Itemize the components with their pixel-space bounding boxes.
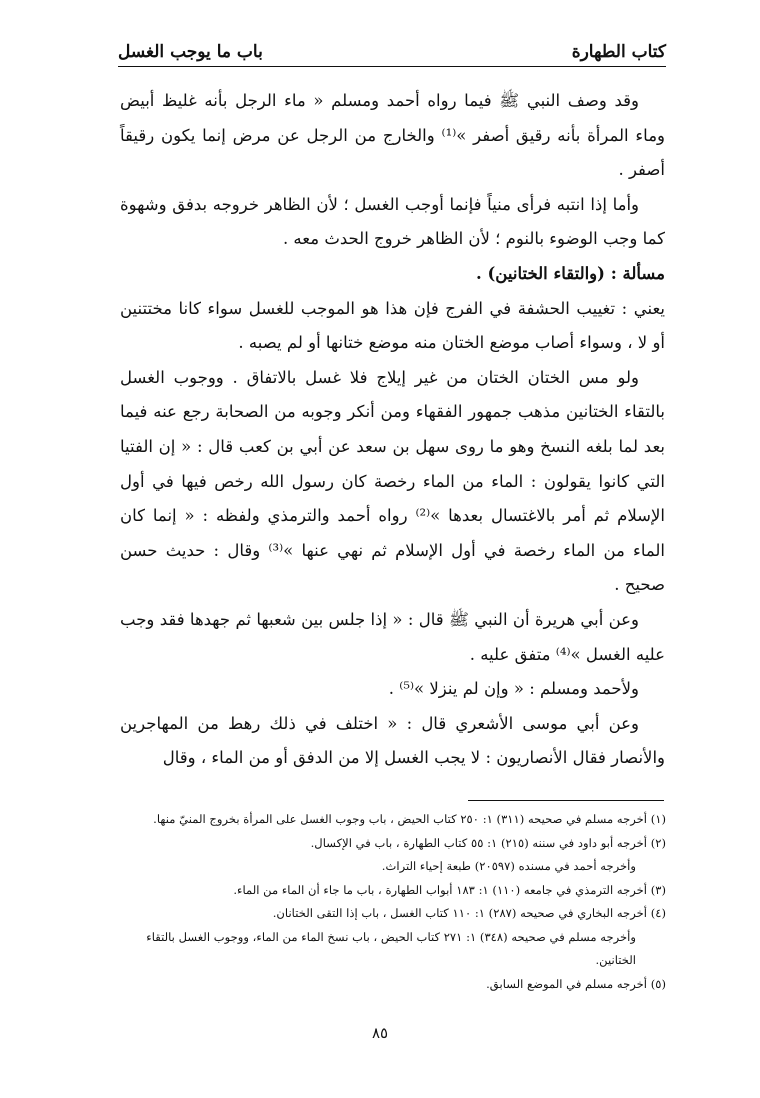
- main-text: [120, 84, 665, 776]
- footnote-5: (٥) أخرجه مسلم في الموضع السابق.: [486, 976, 666, 991]
- footnote-4-continued: وأخرجه مسلم في صحيحه (٣٤٨) ١: ٢٧١ كتاب الحيض ، باب نسخ الماء من الماء، ووجوب الغسل بالتقاء الختانين.: [146, 929, 636, 967]
- footnote-1: (١) أخرجه مسلم في صحيحه (٣١١) ١: ٢٥٠ كتاب الحيض ، باب وجوب الغسل على المرأة بخروج المنيّ منها.: [153, 812, 666, 826]
- issue-heading: مسألة : (والتقاء الختانين) .: [476, 263, 665, 283]
- footnote-rule: [468, 800, 664, 801]
- paragraph-8: وعن أبي موسى الأشعري قال : « اختلف في ذلك رهط من المهاجرين والأنصار فقال الأنصاريون : لا يجب الغسل إلا من الدفق أو من الماء ، وقال: [120, 713, 665, 768]
- paragraph-4: يعني : تغييب الحشفة في الفرج فإن هذا هو الموجب للغسل سواء كانا مختتنين أو لا ، وسواء أصاب موضع الختان منه موضع ختانها أو لم يصبه .: [120, 298, 665, 353]
- page-number: ٨٥: [371, 1024, 389, 1042]
- paragraph-5: ولو مس الختان الختان من غير إيلاج فلا غسل بالاتفاق . ووجوب الغسل بالتقاء الختانين مذهب جمهور الفقهاء ومن أنكر وجوبه من الصحابة رجع عنه فيما بعد لما بلغه النسخ وهو ما روى سهل بن سعد عن أبي بن كعب قال : « إن الفتيا التي كانوا يقولون : الماء من الماء رخصة كان رسول الله رخص فيها في أول الإسلام ثم أمر بالاغتسال بعدها »⁽²⁾ رواه أحمد والترمذي ولفظه : « إنما كان الماء من الماء رخصة في أول الإسلام ثم نهي عنها »⁽³⁾ وقال : حديث حسن صحيح .: [120, 367, 666, 595]
- book-title: كتاب الطهارة: [571, 42, 666, 62]
- paragraph-6: وعن أبي هريرة أن النبي ﷺ قال : « إذا جلس بين شعبها ثم جهدها فقد وجب عليه الغسل »⁽⁴⁾ متفق عليه .: [120, 609, 665, 664]
- paragraph-2: وأما إذا انتبه فرأى منياً فإنما أوجب الغسل ؛ لأن الظاهر خروجه بدفق وشهوة كما وجب الوضوء بالنوم ؛ لأن الظاهر خروج الحدث معه .: [120, 194, 665, 249]
- running-header: [118, 28, 666, 62]
- footnote-2: (٢) أخرجه أبو داود في سننه (٢١٥) ١: ٥٥ كتاب الطهارة ، باب في الإكسال.: [310, 835, 666, 850]
- footnotes: [118, 808, 666, 996]
- footnote-2-continued: وأخرجه أحمد في مسنده (٢٠٥٩٧) طبعة إحياء التراث.: [381, 859, 636, 873]
- paragraph-1: وقد وصف النبي ﷺ فيما رواه أحمد ومسلم « ماء الرجل بأنه غليظ أبيض وماء المرأة بأنه رقيق أصفر »⁽¹⁾ والخارج من الرجل عن مرض إنما يكون رقيقاً أصفر .: [120, 91, 665, 180]
- header-rule: [118, 66, 666, 67]
- footnote-3: (٣) أخرجه الترمذي في جامعه (١١٠) ١: ١٨٣ أبواب الطهارة ، باب ما جاء أن الماء من الماء.: [233, 882, 666, 897]
- paragraph-7: ولأحمد ومسلم : « وإن لم ينزلا »⁽⁵⁾ .: [388, 679, 639, 699]
- chapter-title: باب ما يوجب الغسل: [118, 42, 263, 62]
- footnote-4: (٤) أخرجه البخاري في صحيحه (٢٨٧) ١: ١١٠ كتاب الغسل ، باب إذا التقى الختانان.: [272, 906, 666, 920]
